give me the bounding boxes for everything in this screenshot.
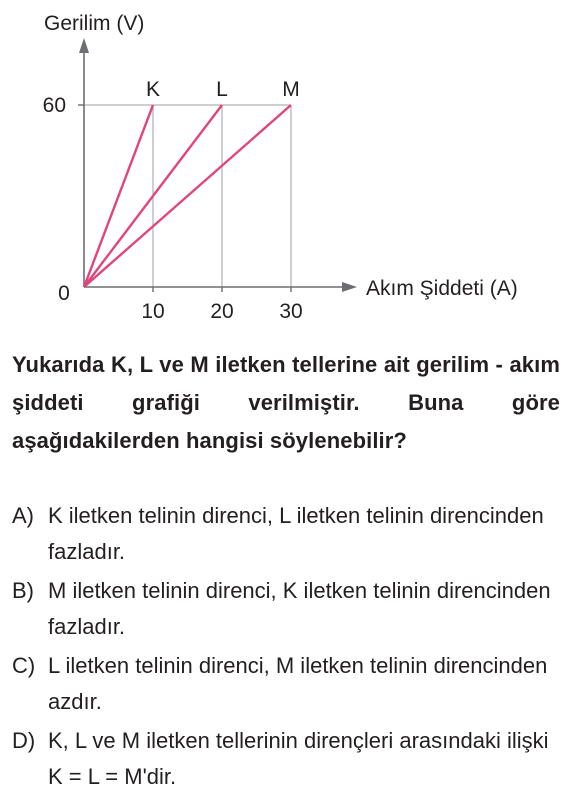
option-letter: A)	[12, 503, 34, 528]
x-axis-arrow	[342, 282, 357, 292]
option-b[interactable]	[12, 573, 560, 645]
x-tick-label: 10	[141, 300, 165, 323]
option-text: M iletken telinin direnci, K iletken telinin direncinden fazladır.	[48, 578, 551, 639]
option-d[interactable]	[12, 723, 560, 795]
series-line-k	[84, 105, 153, 287]
option-letter: C)	[12, 653, 36, 678]
option-text: K iletken telinin direnci, L iletken telinin direncinden fazladır.	[48, 503, 544, 564]
answer-options	[12, 498, 560, 798]
option-letter: B)	[12, 578, 34, 603]
x-tick-labels	[141, 287, 302, 323]
series-label-m: M	[282, 78, 300, 102]
option-a[interactable]	[12, 498, 560, 570]
series-label-k: K	[145, 78, 161, 102]
y-tick-label: 60	[42, 94, 66, 118]
question-text: Yukarıda K, L ve M iletken tellerine ait gerilim - akım şiddeti grafiği verilmiştir. Buna göre aşağıdakilerden hangisi söylenebilir?	[12, 352, 560, 453]
series-line-m	[84, 105, 291, 287]
option-letter: D)	[12, 728, 36, 753]
voltage-current-chart	[0, 0, 568, 340]
option-text: K, L ve M iletken tellerinin dirençleri arasındaki ilişki K = L = M'dir.	[48, 728, 549, 789]
x-tick-label: 20	[210, 300, 234, 323]
y-axis-arrow	[79, 38, 89, 53]
option-text: L iletken telinin direnci, M iletken telinin direncinden azdır.	[48, 653, 548, 714]
series-label-l: L	[216, 78, 228, 102]
y-tick-labels	[43, 94, 84, 117]
option-c[interactable]	[12, 648, 560, 720]
series-lines	[84, 105, 291, 287]
x-axis-label: Akım Şiddeti (A)	[366, 277, 518, 300]
series-labels	[146, 78, 300, 101]
origin-label: 0	[58, 282, 70, 305]
x-tick-label: 30	[279, 300, 303, 323]
y-axis-label: Gerilim (V)	[44, 12, 145, 35]
